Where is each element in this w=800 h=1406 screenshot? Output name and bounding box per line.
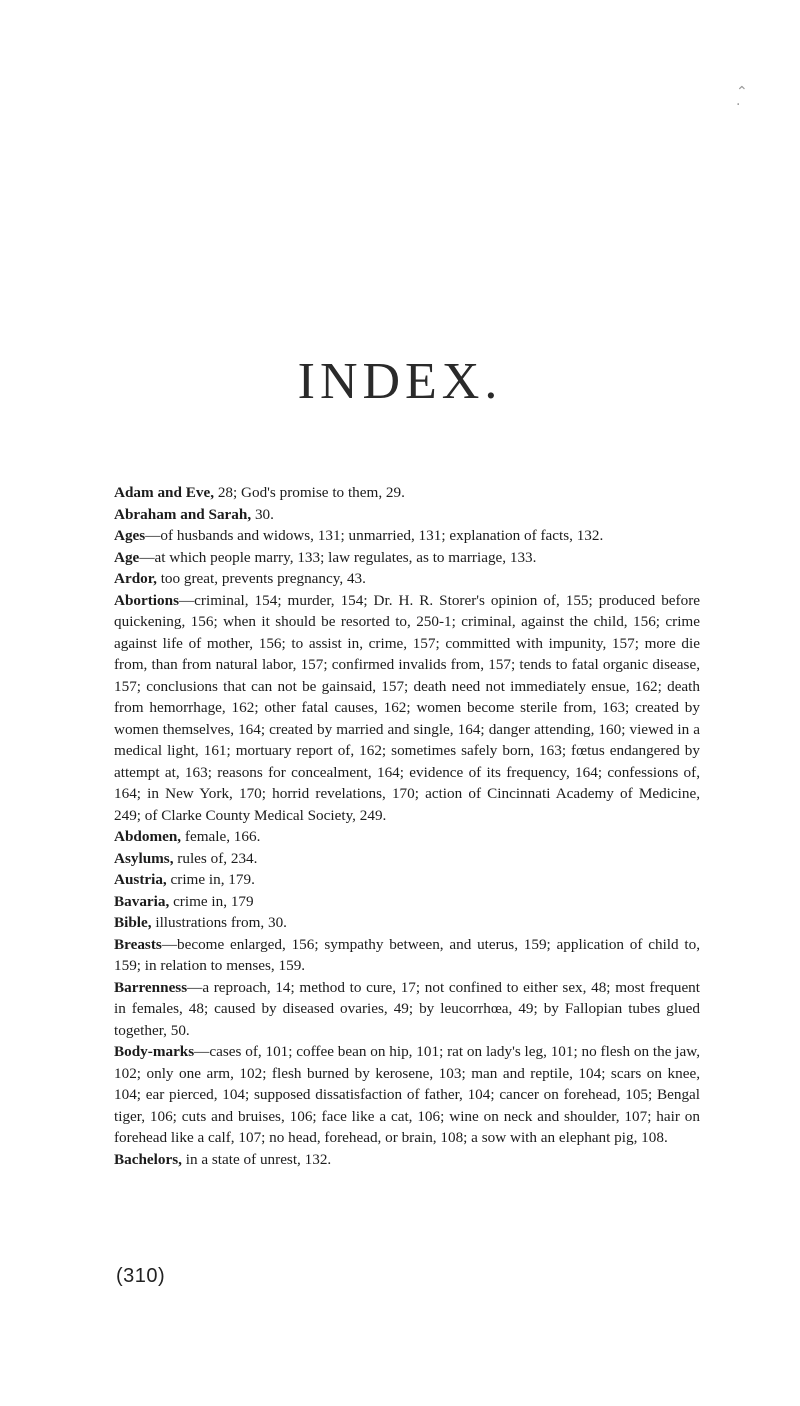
entry-references: —criminal, 154; murder, 154; Dr. H. R. Storer's opinion of, 155; produced before quickening, 156; when it should be resorted to, 250-1; criminal, against the child, 156; crime against life of mother, 156; to assist in, crime, 157; committed with impunity, 157; more die from, than from natural labor, 157; confirmed invalids from, 157; tends to fatal organic disease, 157; conclusions that can not be gainsaid, 157; death need not immediately ensue, 162; death from hemorrhage, 162; other fatal causes, 162; women become sterile from, 163; created by women themselves, 164; created by married and single, 164; danger attending, 160; viewed in a medical light, 161; mortuary report of, 162; sometimes safely born, 163; fœtus endangered by attempt at, 163; reasons for concealment, 164; evidence of its frequency, 164; confessions of, 164; in New York, 170; horrid revelations, 170; action of Cincinnati Academy of Medicine, 249; of Clarke County Medical Society, 249. <box>114 591 700 824</box>
entry-heading: Age <box>114 548 140 566</box>
entry-heading: Ages <box>114 527 146 544</box>
entry-heading: Ardor, <box>114 570 157 587</box>
entry-references: crime in, 179. <box>166 871 255 888</box>
entry-heading: Abortions <box>114 591 179 609</box>
entry-references: 28; God's promise to them, 29. <box>214 484 405 501</box>
index-entry <box>114 568 700 590</box>
entry-heading: Abdomen, <box>114 828 182 845</box>
index-entry <box>114 482 700 504</box>
entry-heading: Body-marks <box>114 1043 195 1060</box>
entry-heading: Adam and Eve, <box>114 484 215 501</box>
entry-references: in a state of unrest, 132. <box>181 1150 332 1168</box>
page-title: INDEX. <box>297 353 503 410</box>
entry-references: —cases of, 101; coffee bean on hip, 101; rat on lady's leg, 101; no flesh on the jaw, 102; only one arm, 102; flesh burned by kerosene, 103; man and reptile, 104; scars on knee, 104; ear pierced, 104; supposed dissatisfaction of father, 104; cancer on forehead, 105; Bengal tiger, 106; cuts and bruises, 106; face like a cat, 106; wine on neck and shoulder, 107; hair on forehead like a calf, 107; no head, forehead, or brain, 108; a sow with an elephant pig, 108. <box>114 1043 700 1146</box>
entry-heading: Bible, <box>114 914 152 931</box>
index-entry <box>114 869 700 891</box>
index-entry <box>114 590 700 827</box>
entry-references: crime in, 179 <box>169 892 254 910</box>
entry-references: —a reproach, 14; method to cure, 17; not confined to either sex, 48; most frequent in females, 48; caused by diseased ovaries, 49; by leucorrhœa, 49; by Fallopian tubes glued together, 50. <box>114 978 700 1039</box>
entry-references: illustrations from, 30. <box>151 914 287 931</box>
entry-references: —become enlarged, 156; sympathy between, and uterus, 159; application of child to, 159; in relation to menses, 159. <box>114 935 700 974</box>
entry-heading: Austria, <box>114 871 167 888</box>
index-entry <box>114 1149 700 1171</box>
index-entry <box>114 1041 700 1149</box>
index-entry <box>114 891 700 913</box>
margin-mark: ⌃ · <box>736 84 748 113</box>
entry-references: —of husbands and widows, 131; unmarried, 131; explanation of facts, 132. <box>145 527 604 544</box>
index-entry <box>114 826 700 848</box>
index-entry <box>114 504 700 526</box>
entry-references: female, 166. <box>181 828 261 845</box>
index-entries <box>114 482 700 1170</box>
entry-heading: Asylums, <box>114 849 174 867</box>
index-entry <box>114 547 700 569</box>
entry-heading: Barrenness <box>114 978 188 996</box>
index-entry <box>114 525 700 547</box>
index-entry <box>114 977 700 1042</box>
entry-heading: Bavaria, <box>114 892 170 910</box>
entry-heading: Bachelors, <box>114 1150 182 1168</box>
entry-heading: Breasts <box>114 935 162 953</box>
index-entry <box>114 934 700 977</box>
index-entry <box>114 912 700 934</box>
entry-references: —at which people marry, 133; law regulates, as to marriage, 133. <box>139 548 537 566</box>
entry-references: too great, prevents pregnancy, 43. <box>156 570 366 587</box>
entry-references: 30. <box>251 505 274 523</box>
entry-heading: Abraham and Sarah, <box>114 505 252 523</box>
entry-references: rules of, 234. <box>173 849 258 867</box>
index-entry <box>114 848 700 870</box>
page-number: (310) <box>116 1265 166 1287</box>
